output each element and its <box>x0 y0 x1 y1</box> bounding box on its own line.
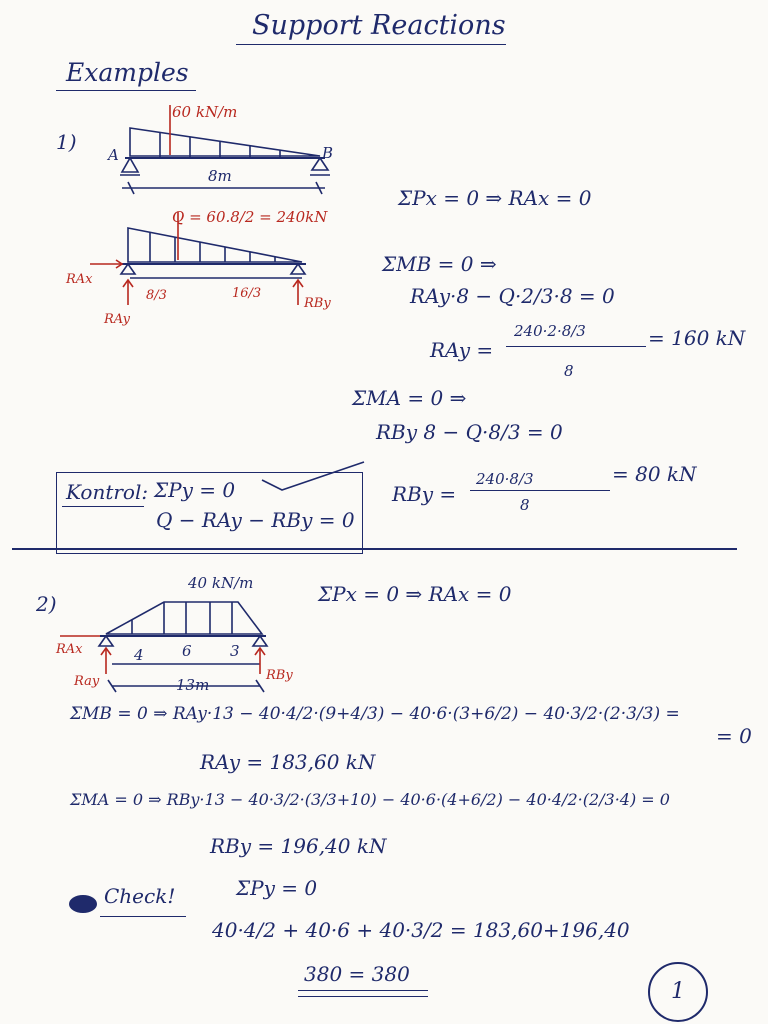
beam1-resultant: Q = 60.8/2 = 240kN <box>172 208 328 226</box>
beam1-point-b: B <box>322 144 334 162</box>
check-sum: 40·4/2 + 40·6 + 40·3/2 = 183,60+196,40 <box>212 918 630 942</box>
ex1-eq-ma-body: RBy 8 − Q·8/3 = 0 <box>376 420 563 444</box>
check-underline <box>100 916 186 917</box>
ex1-eq-mb-head: ΣMB = 0 ⇒ <box>382 252 497 276</box>
example2-number: 2) <box>36 592 57 616</box>
kontrol-eq1: ΣPy = 0 <box>154 478 236 502</box>
ex1-ray-numerator: 240·2·8/3 <box>514 322 586 340</box>
ex2-eq-mb-zero: = 0 <box>716 724 752 748</box>
kontrol-label: Kontrol: <box>66 480 149 504</box>
ex1-eq-ma-head: ΣMA = 0 ⇒ <box>352 386 467 410</box>
ex1-rax-label: RAx <box>66 272 93 287</box>
ex2-rby-result: RBy = 196,40 kN <box>210 834 387 858</box>
check-label: Check! <box>104 884 176 908</box>
check-eq: ΣPy = 0 <box>236 876 318 900</box>
ex1-ray-denominator: 8 <box>564 362 574 380</box>
ex1-rby-result: = 80 kN <box>612 462 697 486</box>
ex2-eq-ma: ΣMA = 0 ⇒ RBy·13 − 40·3/2·(3/3+10) − 40·6·(4+6/2) − 40·4/2·(2/3·4) = 0 <box>70 790 670 809</box>
title-underline <box>236 44 506 45</box>
ex2-rby-label: RBy <box>266 668 293 683</box>
check-result-underline-2 <box>298 996 428 997</box>
check-result: 380 = 380 <box>304 962 410 986</box>
page-number: 1 <box>648 962 708 1022</box>
ex2-seg3: 3 <box>230 642 240 660</box>
ex2-seg1: 4 <box>134 646 144 664</box>
examples-heading: Examples <box>66 58 189 87</box>
ex1-rby-numerator: 240·8/3 <box>476 470 534 488</box>
beam1-free-body-diagram <box>70 220 320 320</box>
ex1-sum-px: ΣPx = 0 ⇒ RAx = 0 <box>398 186 592 210</box>
example1-number: 1) <box>56 130 77 154</box>
ex1-ray-fraction-bar <box>506 346 646 347</box>
ex1-ray-lhs: RAy = <box>430 338 494 362</box>
ex1-ray-label: RAy <box>104 312 130 327</box>
ex1-eq-mb-body: RAy·8 − Q·2/3·8 = 0 <box>410 284 615 308</box>
pencil-scribble-icon <box>66 892 100 916</box>
ex2-ray-label: Ray <box>74 674 100 689</box>
ex1-rby-lhs: RBy = <box>392 482 457 506</box>
beam1-point-a: A <box>108 146 119 164</box>
beam1-span-label: 8m <box>208 167 232 185</box>
kontrol-eq2: Q − RAy − RBy = 0 <box>156 508 355 532</box>
examples-underline <box>56 90 196 91</box>
kontrol-underline <box>62 506 144 507</box>
ex2-ray-result: RAy = 183,60 kN <box>200 750 376 774</box>
ex1-rby-denominator: 8 <box>520 496 530 514</box>
beam1-load-label: 60 kN/m <box>172 103 238 121</box>
ex1-rby-fraction-bar <box>470 490 610 491</box>
ex2-rax-label: RAx <box>56 642 83 657</box>
checkmark-icon <box>258 460 368 500</box>
page-title: Support Reactions <box>252 10 506 41</box>
ex2-sum-px: ΣPx = 0 ⇒ RAx = 0 <box>318 582 512 606</box>
ex2-eq-mb: ΣMB = 0 ⇒ RAy·13 − 40·4/2·(9+4/3) − 40·6·(3+6/2) − 40·3/2·(2·3/3) = <box>70 704 680 724</box>
ex2-span-label: 13m <box>176 676 210 694</box>
check-result-underline <box>298 990 428 991</box>
section-divider <box>12 548 737 550</box>
ex1-ray-result: = 160 kN <box>648 326 746 350</box>
ex1-dist-right: 16/3 <box>232 286 262 301</box>
beam2-load-label: 40 kN/m <box>188 574 254 592</box>
ex1-dist-left: 8/3 <box>146 288 167 303</box>
ex1-rby-label: RBy <box>304 296 331 311</box>
ex2-seg2: 6 <box>182 642 192 660</box>
